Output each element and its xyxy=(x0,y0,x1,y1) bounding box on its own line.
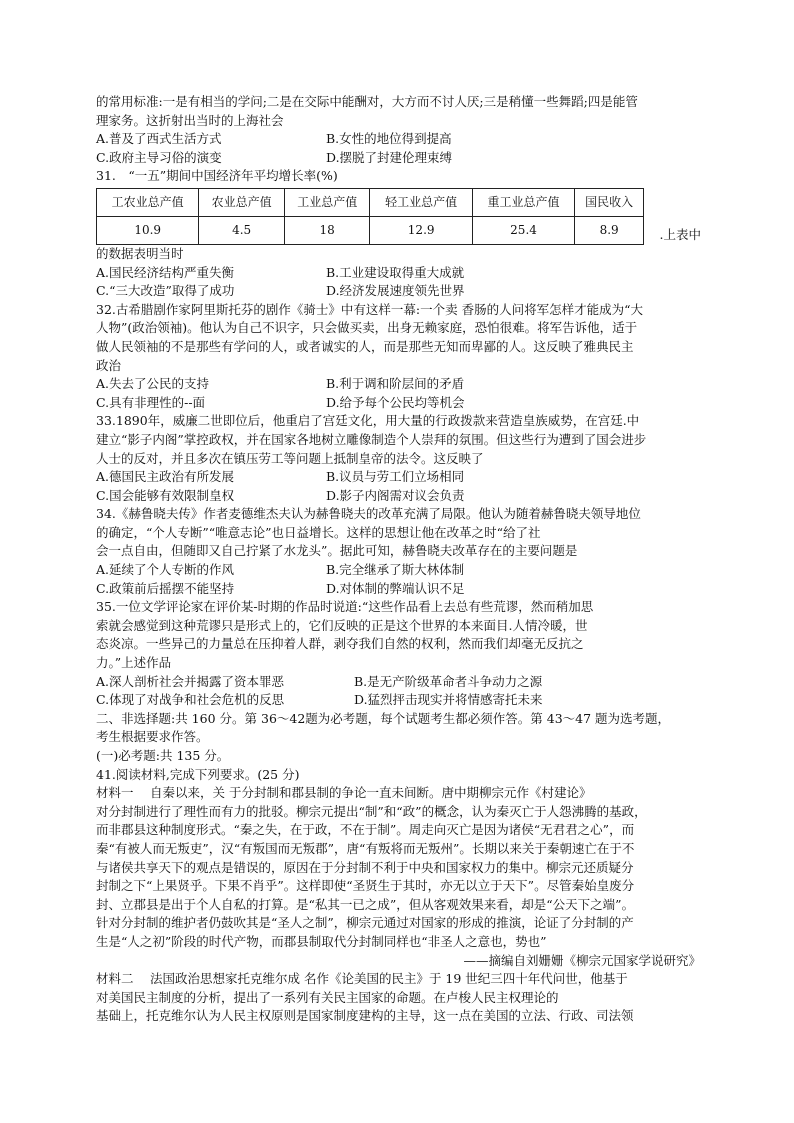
question-31-title: 31. “一五”期间中国经济年平均增长率(%) xyxy=(96,168,338,184)
material-2-line: 材料二 法国政治思想家托克维尔成 名作《论美国的民主》于 19 世纪三四十年代问世，他基于 xyxy=(96,971,628,987)
intro-line: 理家务。这折射出当时的上海社会 xyxy=(96,112,284,128)
question-35-line: 索就会感觉到这种荒谬只是形式上的，它们反映的正是这个世界的本来面目.人情冷暖，世 xyxy=(96,617,588,633)
option-a: A.普及了西式生活方式 xyxy=(96,131,222,147)
material-1-line: 而非郡县这种制度形式。“秦之失，在于政，不在于制”。周走向灭亡是因为诸侯“无君君之心”，而 xyxy=(96,822,635,838)
option-row xyxy=(96,468,701,487)
option-row xyxy=(96,673,701,692)
question-35-line: 态炎凉。一些异己的力量总在压抑着人群，剥夺我们自然的权利，然而我们却毫无反抗之 xyxy=(96,636,584,652)
option-d: D.经济发展速度领先世界 xyxy=(326,283,465,299)
material-1-line: 封、立郡县是出于个人自私的打算。是“私其一已之成”，但从客观效果来看，却是“公天下之端”。 xyxy=(96,896,635,912)
material-1-line: 生是“人之初”阶段的时代产物，而郡县制取代分封制同样也“非圣人之意也，势也” xyxy=(96,933,547,949)
option-row xyxy=(96,130,701,149)
table-header-row xyxy=(97,188,644,216)
exam-page xyxy=(96,93,701,1026)
section-2-line: 考生根据要求作答。 xyxy=(96,729,209,745)
q31-table-wrap xyxy=(96,188,644,245)
growth-rate-table xyxy=(96,188,644,245)
option-row xyxy=(96,282,701,301)
option-a: A.延续了个人专断的作风 xyxy=(96,562,235,578)
table-cell: 25.4 xyxy=(472,216,574,244)
option-row xyxy=(96,487,701,506)
option-row xyxy=(96,375,701,394)
option-row xyxy=(96,561,701,580)
table-cell: 8.9 xyxy=(575,216,644,244)
option-row xyxy=(96,394,701,413)
table-header-cell: 工农业总产值 xyxy=(97,188,199,216)
option-b: B.完全继承了斯大林体制 xyxy=(326,562,465,578)
question-33-line: 人士的反对，并且多次在镇压劳工等问题上抵制皇帝的法令。这反映了 xyxy=(96,450,484,466)
option-c: C.政策前后摇摆不能坚持 xyxy=(96,580,235,596)
material-1-line: 材料一 自秦以来，关 于分封制和郡县制的争论一直未间断。唐中期柳宗元作《村建论》 xyxy=(96,785,592,801)
material-1-line: 秦“有被人而无叛吏”，汉“有叛国而无叛郡”，唐“有叛将而无叛州”。长期以来关于秦朝速亡在于不 xyxy=(96,840,635,856)
option-a: A.国民经济结构严重失衡 xyxy=(96,264,235,280)
q31-table-row xyxy=(96,186,701,245)
table-header-cell: 轻工业总产值 xyxy=(370,188,472,216)
option-c: C.国会能够有效限制皇权 xyxy=(96,487,235,503)
option-c: C.“三大改造”取得了成功 xyxy=(96,283,235,299)
material-1-line: 针对分封制的维护者仍鼓吹其是“圣人之制”，柳宗元通过对国家的形成的推演，论证了分封制的产 xyxy=(96,915,634,931)
section-2-line: (一)必考题:共 135 分。 xyxy=(96,748,230,763)
option-b: B.议员与劳工们立场相同 xyxy=(326,469,465,485)
table-header-cell: 工业总产值 xyxy=(284,188,370,216)
table-header-cell: 国民收入 xyxy=(575,188,644,216)
table-cell: 4.5 xyxy=(199,216,285,244)
option-b: B.女性的地位得到提高 xyxy=(326,131,452,147)
option-b: B.利于调和阶层间的矛盾 xyxy=(326,376,465,392)
option-c: C.具有非理性的--面 xyxy=(96,394,206,410)
table-cell: 10.9 xyxy=(97,216,199,244)
question-34-line: 会一点自由，但随即又自己拧紧了水龙头”。据此可知，赫鲁晓夫改革存在的主要问题是 xyxy=(96,543,578,559)
question-32-line: 32.古希腊剧作家阿里斯托芬的剧作《骑士》中有这样一幕:一个卖 香肠的人问将军怎样才能成为“大 xyxy=(96,301,643,317)
question-35-line: 35.一位文学评论家在评价某-时期的作品时说道:“这些作品看上去总有些荒谬，然而稍加思 xyxy=(96,599,594,615)
option-d: D.给予每个公民均等机会 xyxy=(326,394,465,410)
table-row xyxy=(97,216,644,244)
material-1-line: 对分封制进行了理性而有力的批驳。柳宗元提出“制”和“政”的概念，认为秦灭亡于人怨沸腾的基政， xyxy=(96,803,647,819)
material-2-line: 基础上，托克维尔认为人民主权原则是国家制度建构的主导，这一点在美国的立法、行政、司法领 xyxy=(96,1008,634,1024)
option-a: A.深人剖析社会并揭露了资本罪恶 xyxy=(96,673,285,689)
option-row xyxy=(96,149,701,168)
table-cell: 12.9 xyxy=(370,216,472,244)
option-c: C.体现了对战争和社会危机的反思 xyxy=(96,692,285,708)
option-d: D.影子内阁需对议会负责 xyxy=(326,487,465,503)
option-d: D.猛烈抨击现实并将情感寄托未来 xyxy=(354,692,543,708)
question-32-line: 做人民领袖的不是那些有学问的人，或者诚实的人，而是那些无知而卑鄙的人。这反映了雅典民主 xyxy=(96,338,634,354)
option-a: A.德国民主政治有所发展 xyxy=(96,469,235,485)
intro-line: 的常用标准:一是有相当的学问;二是在交际中能酬对，大方而不讨人厌;三是稍懂一些舞蹈;四是能管 xyxy=(96,94,638,109)
option-row xyxy=(96,264,701,283)
question-41-title: 41.阅读材料,完成下列要求。(25 分) xyxy=(96,766,300,782)
material-1-line: 封制之下“上果贤乎。下果不肖乎”。这样即使“圣贤生于其时，亦无以立于天下”。尽管秦始皇废分 xyxy=(96,878,635,894)
question-35-line: 力。”上述作品 xyxy=(96,655,172,671)
option-d: D.对体制的弊端认识不足 xyxy=(326,580,465,596)
option-a: A.失去了公民的支持 xyxy=(96,376,210,392)
question-32-line: 政治 xyxy=(96,357,122,373)
question-34-line: 的确定，“个人专断”“唯意志论”也日益增长。这样的思想让他在改革之时“给了社 xyxy=(96,524,541,540)
option-b: B.是无产阶级革命者斗争动力之源 xyxy=(354,673,543,689)
table-cell: 18 xyxy=(284,216,370,244)
option-row xyxy=(96,691,701,710)
option-d: D.摆脱了封建伦理束缚 xyxy=(326,149,453,165)
q31-stem: 的数据表明当时 xyxy=(96,245,184,261)
material-1-source: ——摘编自刘姗姗《柳宗元国家学说研究》 xyxy=(463,952,701,968)
option-b: B.工业建设取得重大成就 xyxy=(326,264,465,280)
question-33-line: 建立“影子内阁”掌控政权，并在国家各地树立雕像制造个人崇拜的氛围。但这些行为遭到了国会进步 xyxy=(96,431,647,447)
question-32-line: 人物”(政治领袖)。他认为自己不识字，只会做买卖，出身无赖家庭，恐怕很难。将军告诉他，适于 xyxy=(96,320,638,336)
question-34-line: 34.《赫鲁晓夫传》作者麦德维杰夫认为赫鲁晓夫的改革充满了局限。他认为随着赫鲁晓夫领导地位 xyxy=(96,506,641,522)
section-2-heading: 二、非选择题:共 160 分。第 36～42题为必考题，每个试题考生都必须作答。第 43～47 题为选考题， xyxy=(96,710,671,726)
question-33-line: 33.1890年，威廉二世即位后，他重启了宫廷文化，用大量的行政拨款来营造皇族威势，在宫廷.中 xyxy=(96,413,640,429)
q31-stem-tail: .上表中 xyxy=(659,227,701,243)
table-header-cell: 重工业总产值 xyxy=(472,188,574,216)
material-1-line: 与诸侯共享天下的观点是错误的，原因在于分封制不利于中央和国家权力的集中。柳宗元还质疑分 xyxy=(96,859,634,875)
table-header-cell: 农业总产值 xyxy=(199,188,285,216)
option-row xyxy=(96,580,701,599)
option-c: C.政府主导习俗的演变 xyxy=(96,149,222,165)
material-2-line: 对美国民主制度的分析，提出了一系列有关民主国家的命题。在卢梭人民主权理论的 xyxy=(96,989,559,1005)
